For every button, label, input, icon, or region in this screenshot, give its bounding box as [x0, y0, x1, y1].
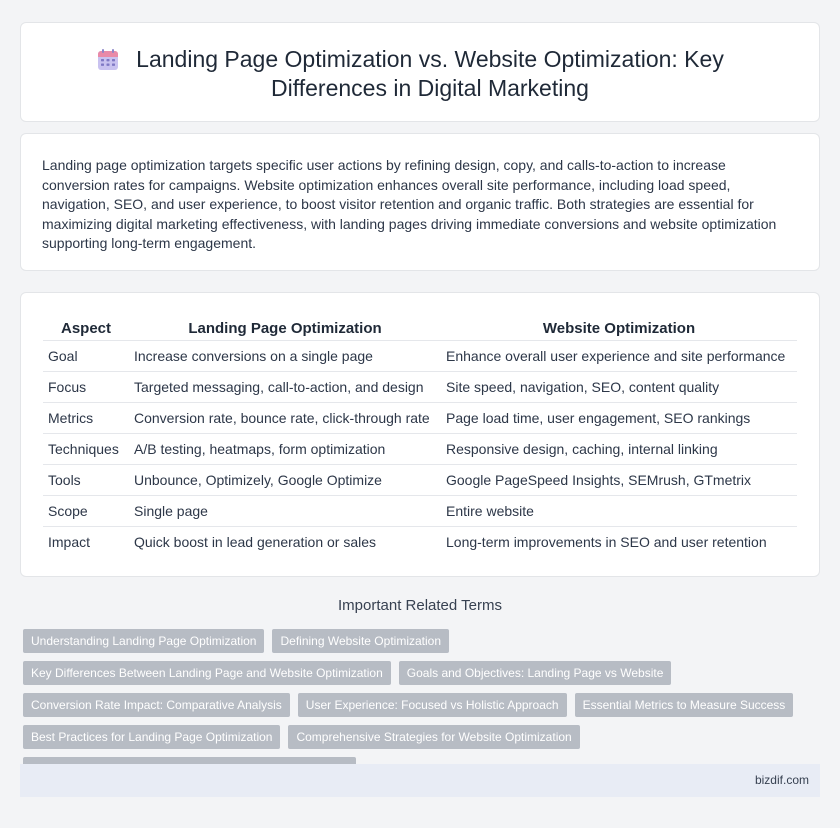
- row-aspect: Tools: [43, 464, 129, 495]
- header-website: Website Optimization: [542, 319, 696, 337]
- footer: [20, 764, 820, 797]
- related-term-tag[interactable]: Essential Metrics to Measure Success: [575, 693, 794, 717]
- related-terms-title: Important Related Terms: [338, 597, 502, 614]
- row-landing-page: Single page: [129, 495, 441, 526]
- related-term-tag[interactable]: Key Differences Between Landing Page and Website Optimization: [23, 661, 391, 685]
- comparison-table: [43, 311, 797, 557]
- intro-card: [20, 133, 820, 271]
- footer-site-link[interactable]: bizdif.com: [754, 773, 809, 787]
- row-landing-page: Unbounce, Optimizely, Google Optimize: [129, 464, 441, 495]
- row-website: Google PageSpeed Insights, SEMrush, GTmetrix: [441, 464, 797, 495]
- row-aspect: Impact: [43, 526, 129, 557]
- title-card: [20, 22, 820, 122]
- page-title: Landing Page Optimization vs. Website Optimization: Key Differences in Digital Marketing: [136, 46, 724, 101]
- related-term-tag[interactable]: User Experience: Focused vs Holistic Approach: [298, 693, 567, 717]
- row-landing-page: A/B testing, heatmaps, form optimization: [129, 433, 441, 464]
- row-website: Responsive design, caching, internal linking: [441, 433, 797, 464]
- row-aspect: Focus: [43, 371, 129, 402]
- comparison-card: [20, 292, 820, 577]
- related-term-tag[interactable]: Comprehensive Strategies for Website Optimization: [288, 725, 579, 749]
- related-term-tag[interactable]: Conversion Rate Impact: Comparative Analysis: [23, 693, 290, 717]
- table-row: [43, 495, 797, 526]
- row-website: Enhance overall user experience and site performance: [441, 340, 797, 371]
- related-term-tag[interactable]: Defining Website Optimization: [272, 629, 449, 653]
- row-website: Site speed, navigation, SEO, content quality: [441, 371, 797, 402]
- row-aspect: Techniques: [43, 433, 129, 464]
- row-aspect: Metrics: [43, 402, 129, 433]
- row-website: Long-term improvements in SEO and user retention: [441, 526, 797, 557]
- related-terms-list: [23, 629, 823, 781]
- header-aspect: Aspect: [60, 319, 112, 337]
- table-row: [43, 464, 797, 495]
- intro-paragraph: Landing page optimization targets specific user actions by refining design, copy, and calls-to-action to increase conversion rates for campaigns. Website optimization enhances overall site performance, including load speed, navigation, SEO, and user experience, to boost visitor retention and organic traffic. Both strategies are essential for maximizing digital marketing effectiveness, with landing pages driving immediate conversions and website optimization supporting long-term engagement.: [42, 157, 777, 251]
- related-term-tag[interactable]: Best Practices for Landing Page Optimization: [23, 725, 280, 749]
- row-landing-page: Targeted messaging, call-to-action, and design: [129, 371, 441, 402]
- row-website: Entire website: [441, 495, 797, 526]
- row-landing-page: Increase conversions on a single page: [129, 340, 441, 371]
- header-landing-page: Landing Page Optimization: [188, 319, 382, 337]
- related-term-tag[interactable]: Understanding Landing Page Optimization: [23, 629, 264, 653]
- row-landing-page: Quick boost in lead generation or sales: [129, 526, 441, 557]
- row-aspect: Scope: [43, 495, 129, 526]
- row-website: Page load time, user engagement, SEO rankings: [441, 402, 797, 433]
- table-row: [43, 433, 797, 464]
- related-term-tag[interactable]: Goals and Objectives: Landing Page vs Website: [399, 661, 672, 685]
- table-header-row: [43, 311, 797, 340]
- table-row: [43, 402, 797, 433]
- table-row: [43, 526, 797, 557]
- row-aspect: Goal: [43, 340, 129, 371]
- table-row: [43, 340, 797, 371]
- table-row: [43, 371, 797, 402]
- row-landing-page: Conversion rate, bounce rate, click-through rate: [129, 402, 441, 433]
